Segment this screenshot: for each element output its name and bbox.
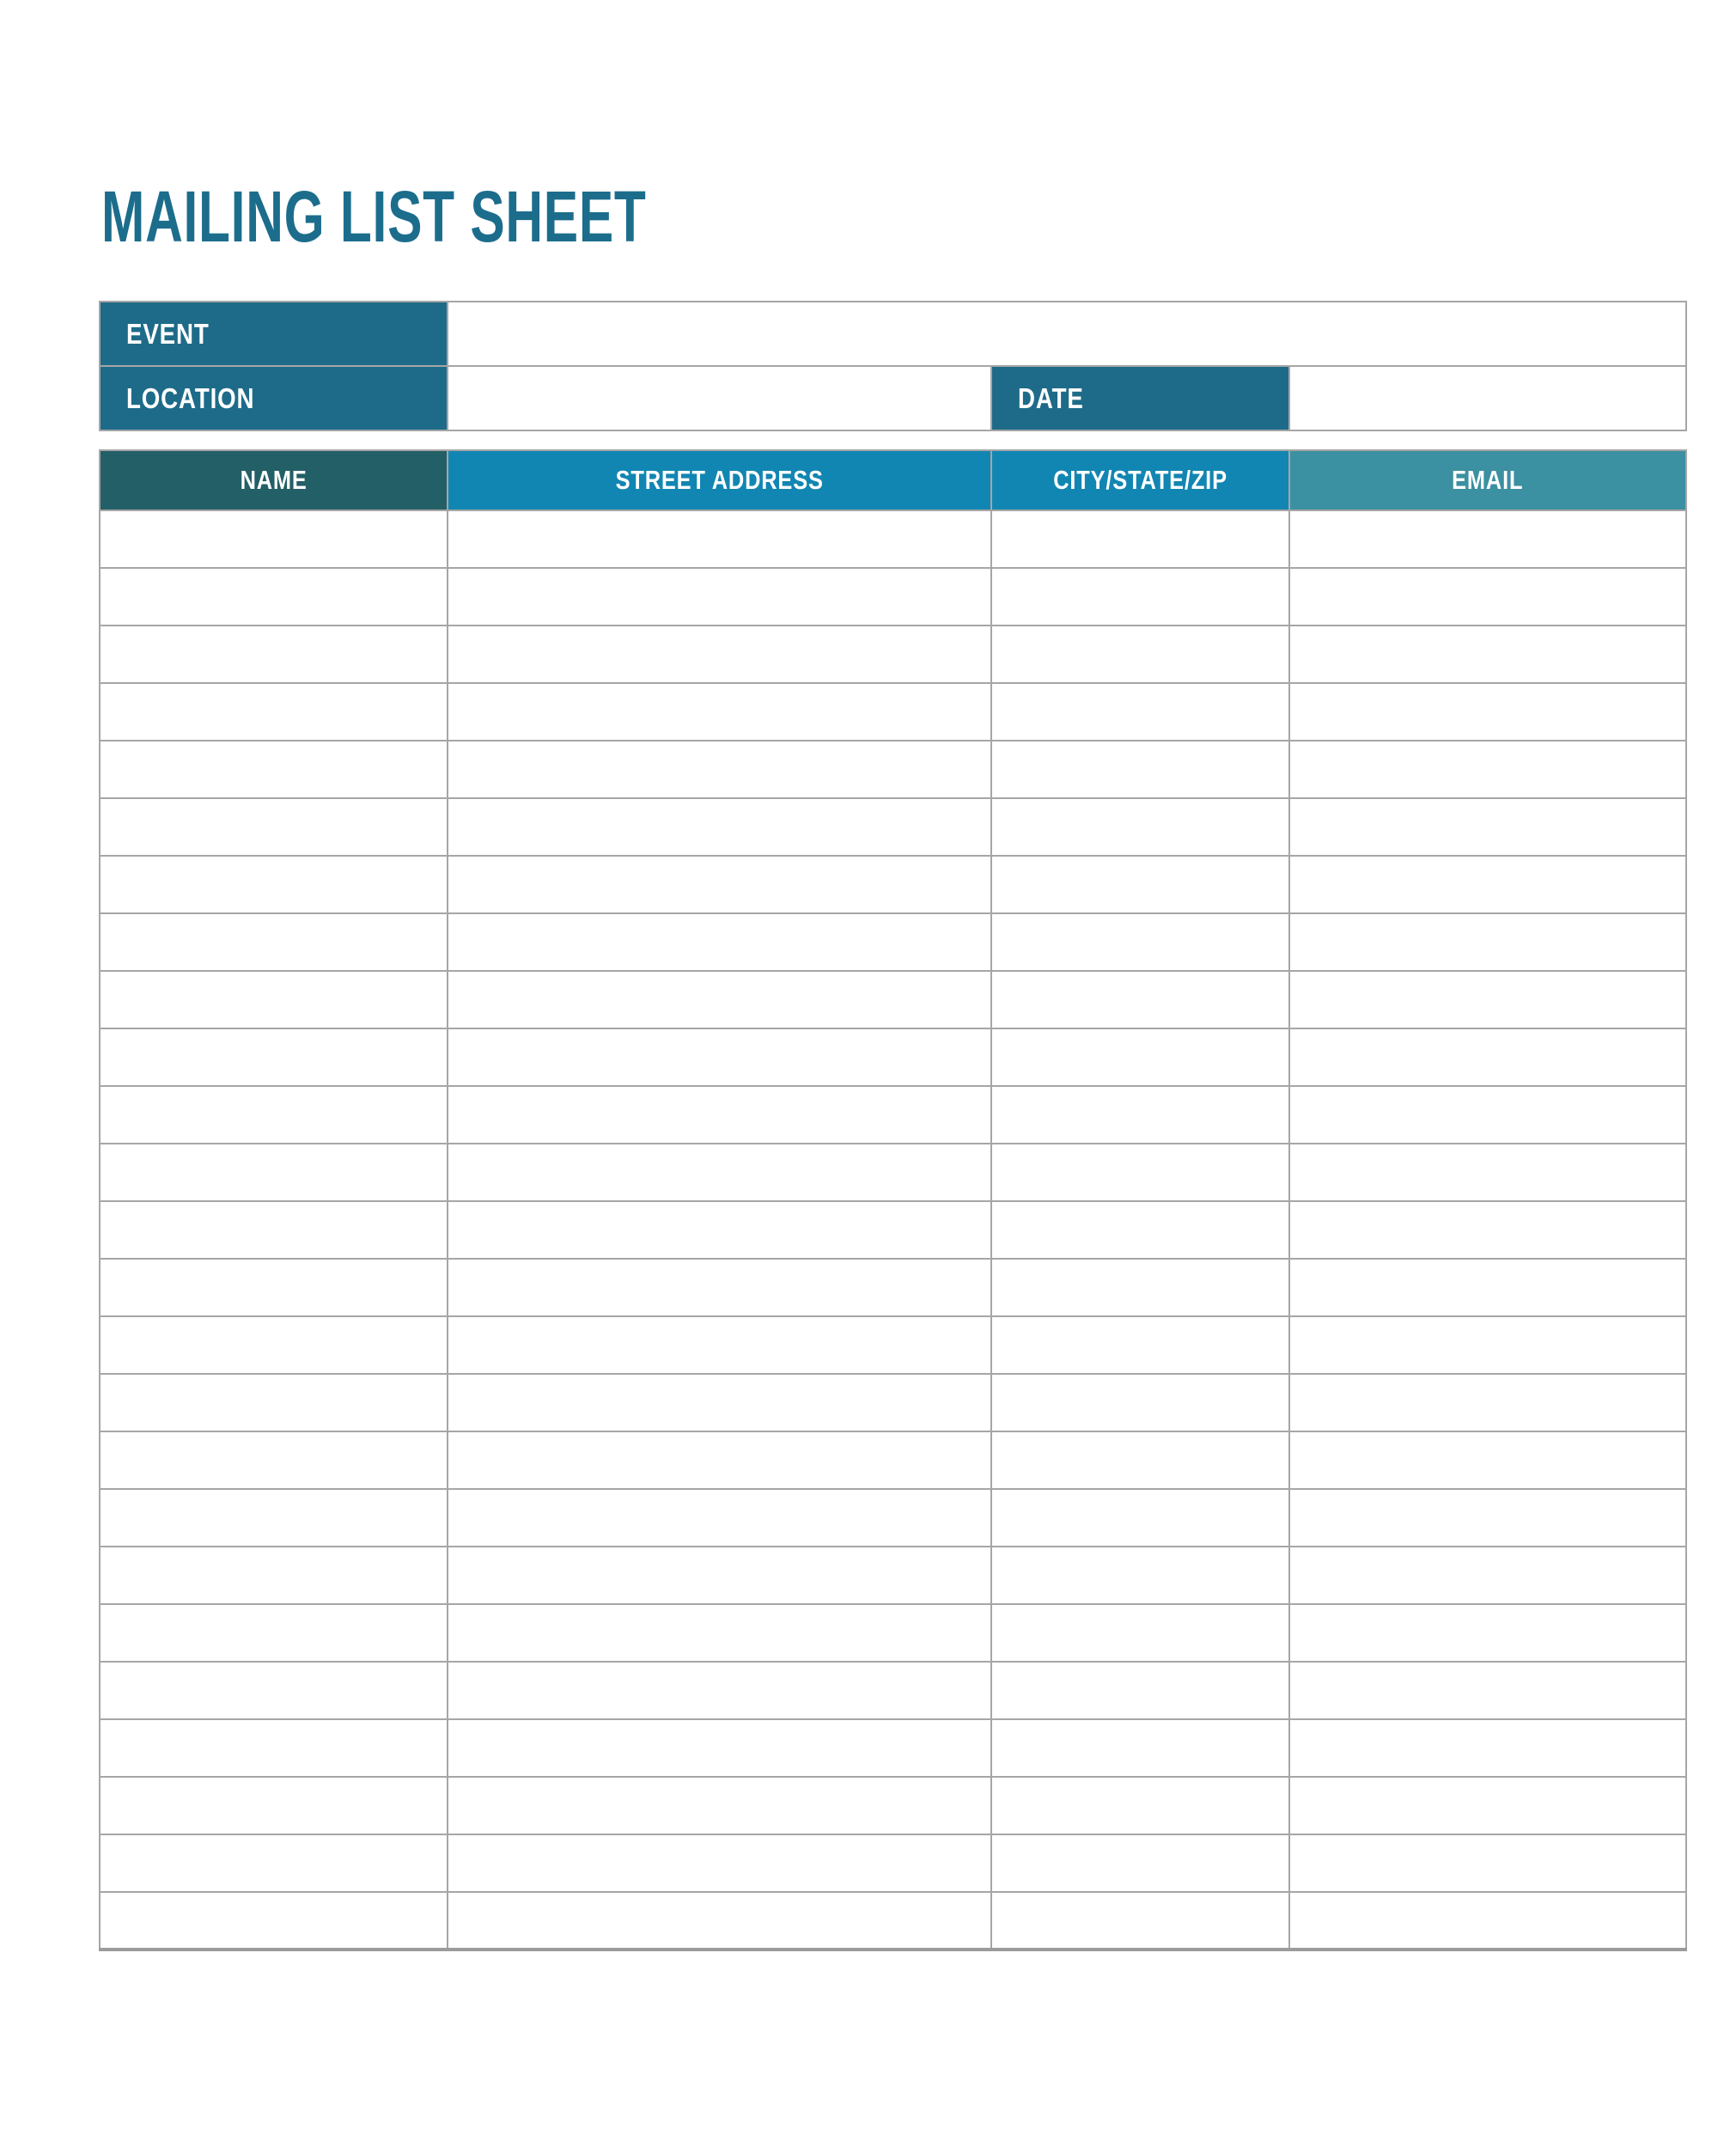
street-address-cell[interactable]: [448, 1547, 991, 1604]
table-row: [100, 741, 1686, 798]
city-state-zip-cell[interactable]: [991, 1834, 1289, 1892]
location-value-cell[interactable]: [448, 366, 991, 430]
city-state-zip-cell[interactable]: [991, 1892, 1289, 1950]
table-row: [100, 1374, 1686, 1431]
name-cell[interactable]: [100, 625, 448, 683]
table-row: [100, 625, 1686, 683]
name-cell[interactable]: [100, 683, 448, 741]
city-state-zip-cell[interactable]: [991, 683, 1289, 741]
email-cell[interactable]: [1289, 1431, 1686, 1489]
email-cell[interactable]: [1289, 1547, 1686, 1604]
date-value-cell[interactable]: [1289, 366, 1686, 430]
event-row: [100, 302, 1686, 366]
city-state-zip-cell[interactable]: [991, 913, 1289, 971]
city-state-zip-cell[interactable]: [991, 1028, 1289, 1086]
column-header-name: [100, 450, 448, 510]
mailing-list-body: [100, 510, 1686, 1950]
table-row: [100, 1892, 1686, 1950]
name-cell[interactable]: [100, 1547, 448, 1604]
name-cell[interactable]: [100, 856, 448, 913]
street-address-cell[interactable]: [448, 971, 991, 1028]
column-header-street-address-label: STREET ADDRESS: [615, 465, 824, 495]
street-address-cell[interactable]: [448, 510, 991, 568]
street-address-cell[interactable]: [448, 798, 991, 856]
location-date-row: [100, 366, 1686, 430]
city-state-zip-cell[interactable]: [991, 798, 1289, 856]
name-cell[interactable]: [100, 1028, 448, 1086]
street-address-cell[interactable]: [448, 1259, 991, 1316]
city-state-zip-cell[interactable]: [991, 1777, 1289, 1834]
table-row: [100, 856, 1686, 913]
email-cell[interactable]: [1289, 1259, 1686, 1316]
table-row: [100, 971, 1686, 1028]
city-state-zip-cell[interactable]: [991, 856, 1289, 913]
name-cell[interactable]: [100, 1259, 448, 1316]
event-label: EVENT: [126, 317, 210, 350]
street-address-cell[interactable]: [448, 913, 991, 971]
email-cell[interactable]: [1289, 913, 1686, 971]
table-row: [100, 683, 1686, 741]
email-cell[interactable]: [1289, 798, 1686, 856]
table-row: [100, 1604, 1686, 1662]
column-header-city-state-zip-label: CITY/STATE/ZIP: [1053, 465, 1227, 495]
email-cell[interactable]: [1289, 1028, 1686, 1086]
name-cell[interactable]: [100, 1489, 448, 1547]
name-cell[interactable]: [100, 913, 448, 971]
street-address-cell[interactable]: [448, 1604, 991, 1662]
name-cell[interactable]: [100, 1144, 448, 1201]
table-row: [100, 1144, 1686, 1201]
location-label-cell: [100, 366, 448, 430]
column-header-email-label: EMAIL: [1452, 465, 1524, 495]
table-row: [100, 1086, 1686, 1144]
email-cell[interactable]: [1289, 683, 1686, 741]
date-label: DATE: [1018, 381, 1084, 414]
street-address-cell[interactable]: [448, 856, 991, 913]
name-cell[interactable]: [100, 1086, 448, 1144]
name-cell[interactable]: [100, 1834, 448, 1892]
column-header-email: [1289, 450, 1686, 510]
street-address-cell[interactable]: [448, 1662, 991, 1719]
street-address-cell[interactable]: [448, 1834, 991, 1892]
table-row: [100, 1777, 1686, 1834]
name-cell[interactable]: [100, 568, 448, 625]
mailing-list-header: [100, 450, 1686, 510]
email-cell[interactable]: [1289, 1604, 1686, 1662]
email-cell[interactable]: [1289, 1374, 1686, 1431]
name-cell[interactable]: [100, 1431, 448, 1489]
email-cell[interactable]: [1289, 1144, 1686, 1201]
street-address-cell[interactable]: [448, 1086, 991, 1144]
street-address-cell[interactable]: [448, 741, 991, 798]
email-cell[interactable]: [1289, 1892, 1686, 1950]
header-row: [100, 450, 1686, 510]
email-cell[interactable]: [1289, 1201, 1686, 1259]
table-row: [100, 1259, 1686, 1316]
city-state-zip-cell[interactable]: [991, 1144, 1289, 1201]
table-row: [100, 510, 1686, 568]
city-state-zip-cell[interactable]: [991, 741, 1289, 798]
city-state-zip-cell[interactable]: [991, 1719, 1289, 1777]
table-row: [100, 1489, 1686, 1547]
table-row: [100, 1316, 1686, 1374]
name-cell[interactable]: [100, 1604, 448, 1662]
name-cell[interactable]: [100, 971, 448, 1028]
street-address-cell[interactable]: [448, 1719, 991, 1777]
street-address-cell[interactable]: [448, 1777, 991, 1834]
street-address-cell[interactable]: [448, 1374, 991, 1431]
event-label-cell: [100, 302, 448, 366]
name-cell[interactable]: [100, 1662, 448, 1719]
street-address-cell[interactable]: [448, 1316, 991, 1374]
page-title-text: MAILING LIST SHEET: [101, 176, 647, 257]
city-state-zip-cell[interactable]: [991, 510, 1289, 568]
name-cell[interactable]: [100, 741, 448, 798]
name-cell[interactable]: [100, 1316, 448, 1374]
name-cell[interactable]: [100, 1719, 448, 1777]
city-state-zip-cell[interactable]: [991, 1259, 1289, 1316]
table-row: [100, 1431, 1686, 1489]
table-row: [100, 1719, 1686, 1777]
email-cell[interactable]: [1289, 568, 1686, 625]
name-cell[interactable]: [100, 1374, 448, 1431]
mailing-list-table: [99, 449, 1687, 1951]
date-label-cell: [991, 366, 1289, 430]
name-cell[interactable]: [100, 1201, 448, 1259]
table-row: [100, 913, 1686, 971]
name-cell[interactable]: [100, 510, 448, 568]
city-state-zip-cell[interactable]: [991, 1431, 1289, 1489]
name-cell[interactable]: [100, 798, 448, 856]
table-row: [100, 1547, 1686, 1604]
location-label: LOCATION: [126, 381, 255, 414]
city-state-zip-cell[interactable]: [991, 1547, 1289, 1604]
city-state-zip-cell[interactable]: [991, 1086, 1289, 1144]
table-row: [100, 1201, 1686, 1259]
column-header-street-address: [448, 450, 991, 510]
email-cell[interactable]: [1289, 1834, 1686, 1892]
email-cell[interactable]: [1289, 1719, 1686, 1777]
city-state-zip-cell[interactable]: [991, 1316, 1289, 1374]
street-address-cell[interactable]: [448, 1028, 991, 1086]
table-row: [100, 1834, 1686, 1892]
table-row: [100, 1662, 1686, 1719]
city-state-zip-cell[interactable]: [991, 568, 1289, 625]
city-state-zip-cell[interactable]: [991, 971, 1289, 1028]
city-state-zip-cell[interactable]: [991, 1201, 1289, 1259]
street-address-cell[interactable]: [448, 1144, 991, 1201]
street-address-cell[interactable]: [448, 1431, 991, 1489]
street-address-cell[interactable]: [448, 683, 991, 741]
email-cell[interactable]: [1289, 1489, 1686, 1547]
table-row: [100, 798, 1686, 856]
street-address-cell[interactable]: [448, 568, 991, 625]
column-header-name-label: NAME: [240, 465, 308, 495]
table-row: [100, 1028, 1686, 1086]
street-address-cell[interactable]: [448, 1489, 991, 1547]
email-cell[interactable]: [1289, 971, 1686, 1028]
email-cell[interactable]: [1289, 741, 1686, 798]
city-state-zip-cell[interactable]: [991, 1374, 1289, 1431]
event-value-cell[interactable]: [448, 302, 1686, 366]
email-cell[interactable]: [1289, 1086, 1686, 1144]
city-state-zip-cell[interactable]: [991, 1604, 1289, 1662]
table-row: [100, 568, 1686, 625]
street-address-cell[interactable]: [448, 1201, 991, 1259]
city-state-zip-cell[interactable]: [991, 625, 1289, 683]
email-cell[interactable]: [1289, 625, 1686, 683]
email-cell[interactable]: [1289, 510, 1686, 568]
street-address-cell[interactable]: [448, 625, 991, 683]
street-address-cell[interactable]: [448, 1892, 991, 1950]
email-cell[interactable]: [1289, 1777, 1686, 1834]
column-header-city-state-zip: [991, 450, 1289, 510]
city-state-zip-cell[interactable]: [991, 1662, 1289, 1719]
page-title: [101, 176, 858, 257]
email-cell[interactable]: [1289, 1316, 1686, 1374]
email-cell[interactable]: [1289, 856, 1686, 913]
name-cell[interactable]: [100, 1892, 448, 1950]
city-state-zip-cell[interactable]: [991, 1489, 1289, 1547]
name-cell[interactable]: [100, 1777, 448, 1834]
email-cell[interactable]: [1289, 1662, 1686, 1719]
event-info-table: [99, 301, 1687, 431]
